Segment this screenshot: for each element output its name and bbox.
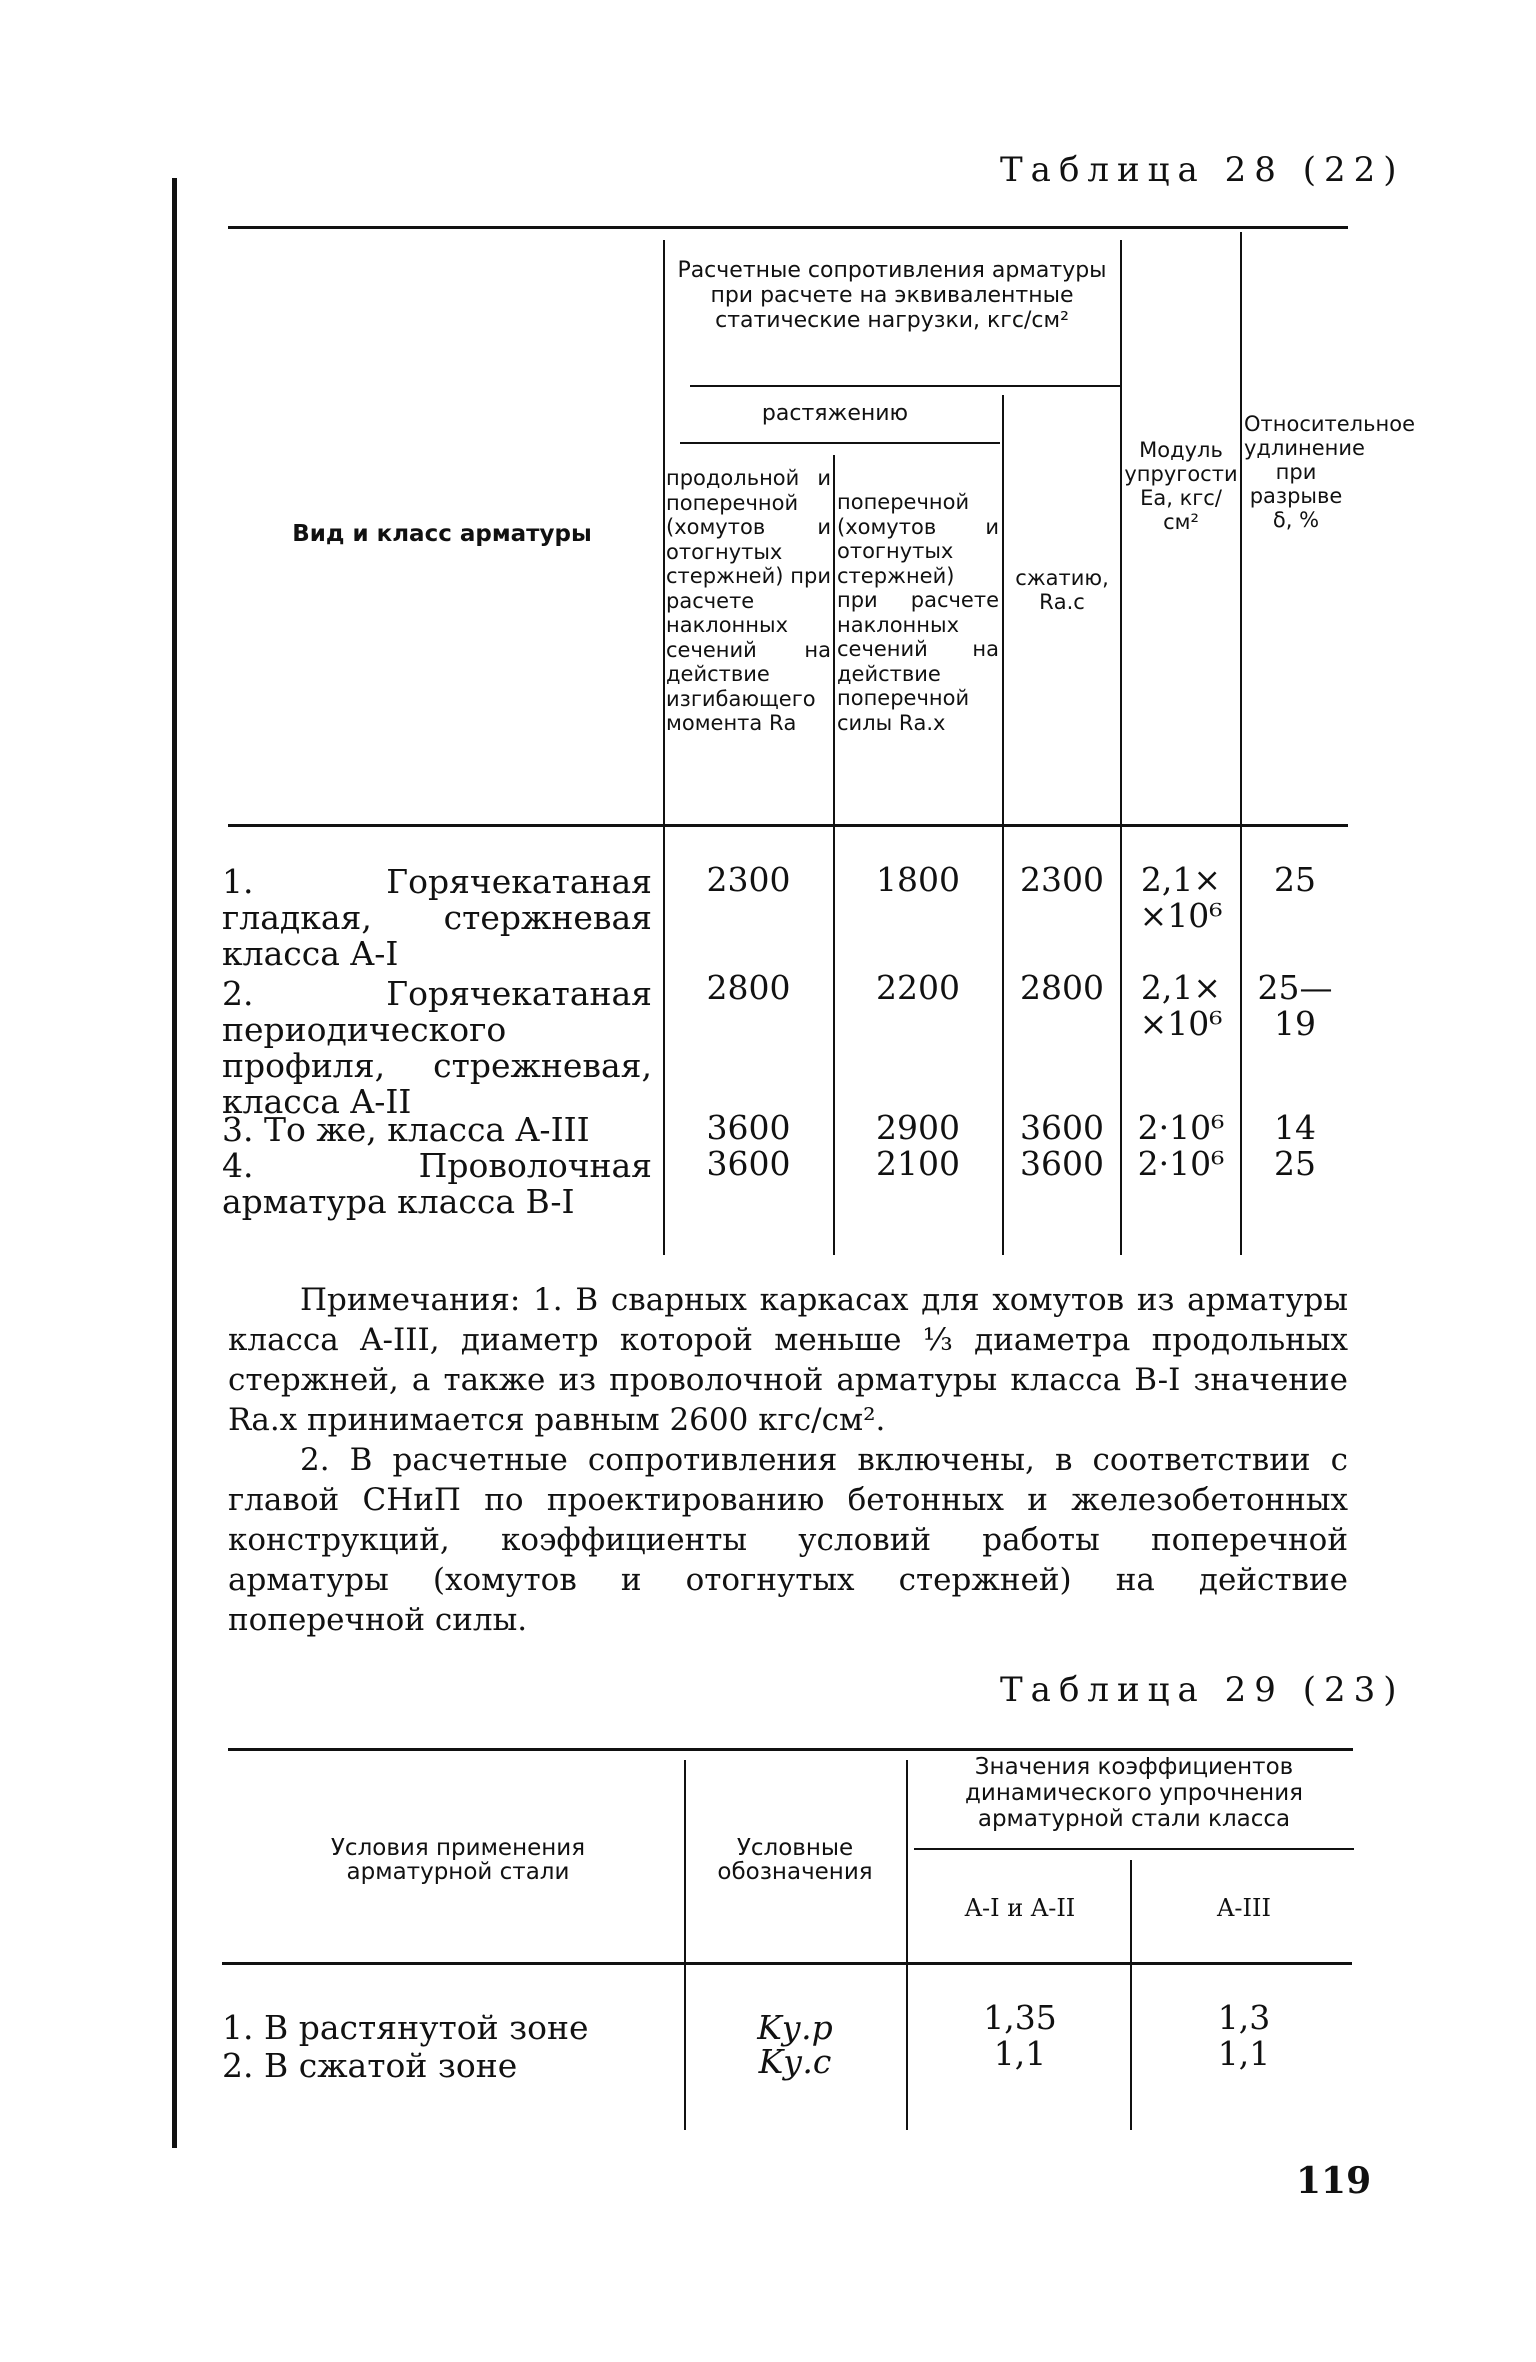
- table28-col-kind: Вид и класс арматуры: [292, 521, 592, 547]
- table28-row2-comp: 2800: [1020, 968, 1104, 1007]
- note-2: 2. В расчетные сопротивления включены, в соответствии с главой СНиП по проектированию бетонных и железобетонных конструкций, коэффициенты условий работы поперечной арматуры (хомутов и отогнутых стержней) на действие поперечной силы.: [228, 1442, 1348, 1638]
- table28-row1-elong: 25: [1274, 860, 1316, 899]
- table28-vrule-5: [1240, 232, 1242, 1255]
- page-number: 119: [1296, 2160, 1372, 2202]
- table28-group-rule: [690, 385, 1120, 387]
- table28-col-elong: Относительное удлинение при разрыве δ, %: [1244, 412, 1415, 532]
- table28-row1-mod: 2,1× ×10⁶: [1139, 860, 1223, 935]
- table28-header-rule: [228, 824, 1348, 827]
- table28-row1-trans: 1800: [876, 860, 960, 899]
- table28-vrule-1: [663, 240, 665, 1255]
- table28-row4-long: 3600: [706, 1144, 791, 1183]
- table28-row4-name: 4. Проволочная арматура класса B-I: [222, 1146, 652, 1221]
- table28-row1-long: 2300: [706, 860, 791, 899]
- table28-row2-trans: 2200: [876, 968, 960, 1007]
- table28-row3-long: 3600: [706, 1108, 791, 1147]
- table29-header-rule: [222, 1962, 1352, 1965]
- table28-col-trans: поперечной (хомутов и отогнутых стержней) при расчете наклонных сечений на действие поперечной силы Rа.х: [837, 490, 999, 735]
- table28-row4-trans: 2100: [876, 1144, 960, 1183]
- table29-row2-a1a2: 1,1: [993, 2034, 1047, 2073]
- table29-row1-a3: 1,3: [1217, 1998, 1271, 2037]
- table28-caption: Таблица 28 (22): [1000, 150, 1405, 190]
- table28-col-mod: Модуль упругости Eа, кгс/см²: [1124, 438, 1238, 534]
- table28-row3-trans: 2900: [876, 1108, 960, 1147]
- note-1: Примечания: 1. В сварных каркасах для хомутов из арматуры класса A-III, диаметр которой меньше ⅓ диаметра продольных стержней, а также из проволочной арматуры класса B-I значение Rа.х принимается равным 2600 кгс/см².: [228, 1282, 1348, 1438]
- table28-row1-name: 1. Горячекатаная гладкая, стержневая класса A-I: [222, 862, 652, 973]
- table28-tension-rule: [680, 442, 1000, 444]
- table28-row2-long: 2800: [706, 968, 791, 1007]
- table28-vrule-4: [1120, 240, 1122, 1255]
- table29-row1-symbol: Kу.р: [757, 2008, 833, 2047]
- table28-col-comp: сжатию, Rа.с: [1015, 566, 1109, 614]
- table29-col-cond: Условия применения арматурной стали: [330, 1835, 586, 1885]
- table28-row2-elong: 25—19: [1257, 968, 1333, 1043]
- table29-caption: Таблица 29 (23): [1000, 1670, 1405, 1710]
- table29-group-rule: [914, 1848, 1354, 1850]
- table28-col-long: продольной и поперечной (хомутов и отогнутых стержней) при расчете наклонных сечений на действие изгибающего момента Rа: [666, 466, 831, 735]
- table28-vrule-2: [833, 455, 835, 1255]
- table28-row4-elong: 25: [1274, 1144, 1316, 1183]
- table29-vrule-1: [684, 1760, 686, 2130]
- table29-row2-cond: 2. В сжатой зоне: [222, 2046, 518, 2085]
- table28-row4-comp: 3600: [1020, 1144, 1104, 1183]
- table29-vrule-2: [906, 1760, 908, 2130]
- table28-row2-mod: 2,1× ×10⁶: [1139, 968, 1223, 1043]
- table29-col-group: Значения коэффициентов динамического упрочнения арматурной стали класса: [964, 1754, 1303, 1832]
- table28-row4-mod: 2·10⁶: [1137, 1144, 1225, 1183]
- table29-col-symbol: Условные обозначения: [717, 1835, 873, 1885]
- table28-top-rule: [228, 226, 1348, 229]
- margin-bar: [172, 178, 177, 2148]
- table28-row3-mod: 2·10⁶: [1137, 1108, 1225, 1147]
- table28-row2-name: 2. Горячекатаная периодического профиля, стрежневая, класса A-II: [222, 974, 652, 1121]
- table29-top-rule: [228, 1748, 1353, 1751]
- table29-col-a3: A-III: [1217, 1894, 1271, 1922]
- table28-row3-elong: 14: [1274, 1108, 1316, 1147]
- table29-col-a1a2: A-I и A-II: [964, 1894, 1076, 1922]
- table28-row1-comp: 2300: [1020, 860, 1104, 899]
- table29-row2-symbol: Kу.с: [758, 2042, 832, 2081]
- table28-col-group: Расчетные сопротивления арматуры при расчете на эквивалентные статические нагрузки, кгс/см²: [677, 258, 1107, 333]
- table29-row2-a3: 1,1: [1217, 2034, 1271, 2073]
- table28-row3-name: 3. То же, класса A-III: [222, 1110, 590, 1149]
- table28-row3-comp: 3600: [1020, 1108, 1104, 1147]
- table29-row1-cond: 1. В растянутой зоне: [222, 2008, 589, 2047]
- table29-row1-a1a2: 1,35: [983, 1998, 1057, 2037]
- table28-col-tension: растяжению: [761, 401, 909, 426]
- table29-vrule-3: [1130, 1860, 1132, 2130]
